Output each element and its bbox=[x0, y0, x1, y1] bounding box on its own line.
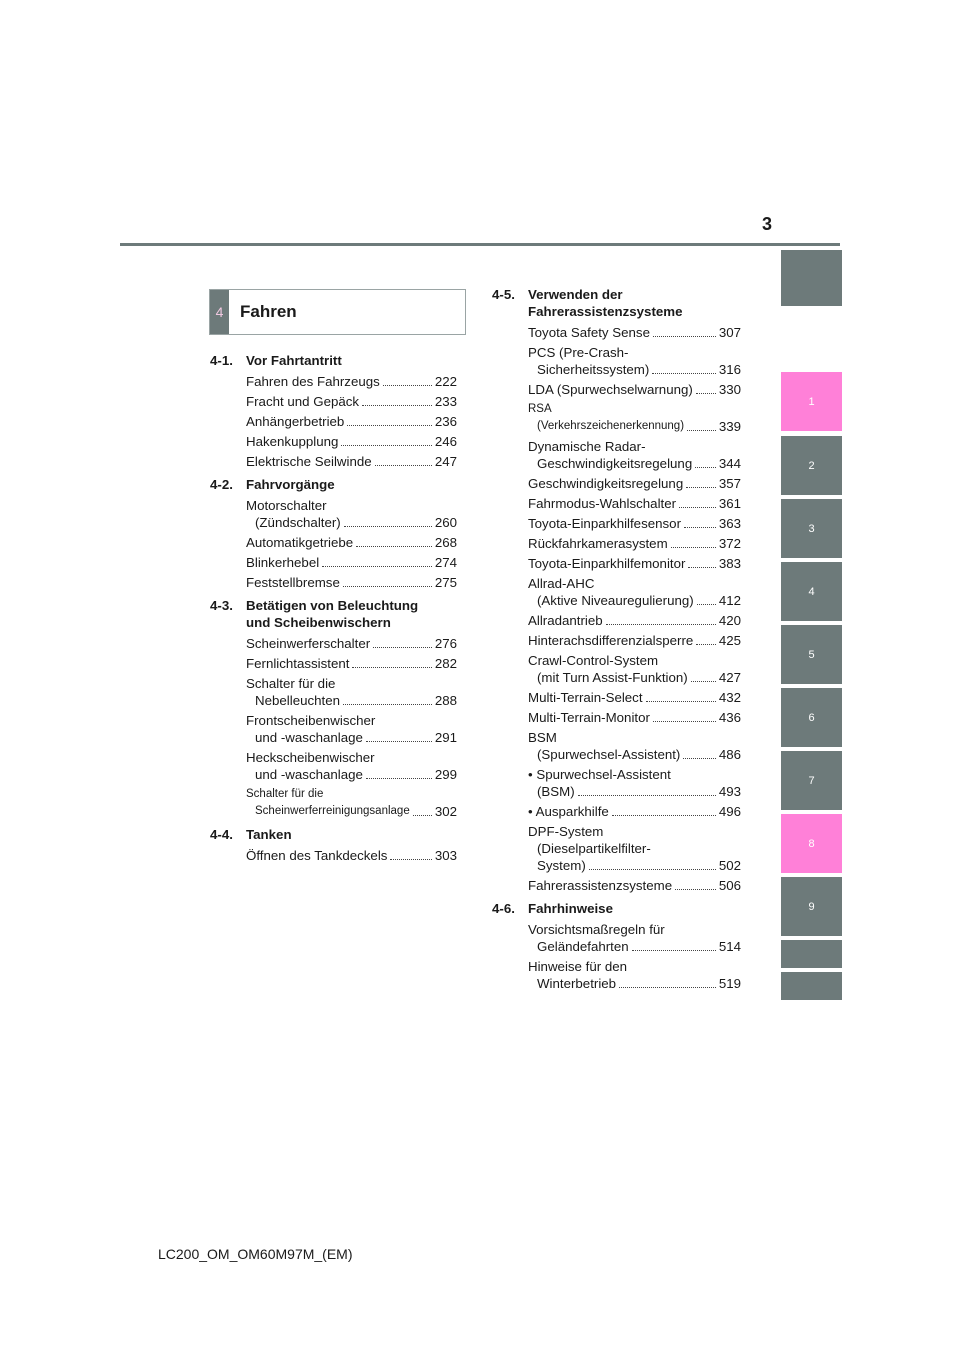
toc-section bbox=[210, 352, 457, 470]
entry-page-number: 506 bbox=[718, 878, 741, 893]
entry-page-number: 436 bbox=[718, 710, 741, 725]
entry-line bbox=[528, 535, 741, 552]
dot-leader bbox=[675, 889, 716, 890]
entry-line bbox=[528, 803, 741, 820]
entry-line bbox=[246, 655, 457, 672]
toc-entry[interactable] bbox=[246, 786, 457, 820]
dot-leader bbox=[619, 987, 716, 988]
entry-line bbox=[246, 373, 457, 390]
entry-page-number: 275 bbox=[434, 575, 457, 590]
dot-leader bbox=[341, 445, 431, 446]
dot-leader bbox=[671, 547, 716, 548]
entry-line bbox=[528, 592, 741, 609]
dot-leader bbox=[578, 795, 716, 796]
dot-leader bbox=[632, 950, 716, 951]
entry-title: • Ausparkhilfe bbox=[528, 804, 609, 819]
entry-page-number: 236 bbox=[434, 414, 457, 429]
entry-title-line: Motorschalter bbox=[246, 498, 327, 513]
section-entries bbox=[210, 373, 457, 470]
dot-leader bbox=[695, 467, 716, 468]
entry-title: (Verkehrszeichenerkennung) bbox=[537, 420, 685, 432]
entry-title: System) bbox=[537, 858, 586, 873]
entry-title-line: RSA bbox=[528, 403, 552, 415]
toc-entry[interactable] bbox=[528, 803, 741, 820]
entry-line bbox=[246, 729, 457, 746]
entry-page-number: 282 bbox=[434, 656, 457, 671]
chapter-tab[interactable] bbox=[781, 972, 842, 1000]
toc-section bbox=[210, 826, 457, 864]
dot-leader bbox=[696, 644, 716, 645]
entry-title-line: Crawl-Control-System bbox=[528, 653, 659, 668]
section-heading bbox=[492, 286, 741, 320]
dot-leader bbox=[684, 527, 716, 528]
entry-page-number: 330 bbox=[718, 382, 741, 397]
entry-page-number: 222 bbox=[434, 374, 457, 389]
toc-left-column bbox=[210, 352, 457, 867]
entry-title: Fahrmodus-Wahlschalter bbox=[528, 496, 677, 511]
toc-entry[interactable] bbox=[528, 401, 741, 435]
toc-entry[interactable] bbox=[528, 958, 741, 992]
toc-entry[interactable] bbox=[246, 373, 457, 390]
dot-leader bbox=[344, 526, 432, 527]
dot-leader bbox=[686, 487, 716, 488]
toc-entry[interactable] bbox=[246, 497, 457, 531]
entry-page-number: 274 bbox=[434, 555, 457, 570]
dot-leader bbox=[589, 869, 716, 870]
entry-title: Allradantrieb bbox=[528, 613, 603, 628]
chapter-tab[interactable] bbox=[781, 940, 842, 968]
entry-page-number: 344 bbox=[718, 456, 741, 471]
section-title: Fahrerassistenzsysteme bbox=[528, 304, 683, 319]
toc-entry[interactable] bbox=[528, 344, 741, 378]
entry-title: (Spurwechsel-Assistent) bbox=[537, 747, 681, 762]
entry-page-number: 502 bbox=[718, 858, 741, 873]
entry-page-number: 493 bbox=[718, 784, 741, 799]
entry-title: Fahren des Fahrzeugs bbox=[246, 374, 380, 389]
dot-leader bbox=[352, 667, 431, 668]
section-title: Fahrhinweise bbox=[528, 901, 613, 916]
entry-page-number: 302 bbox=[434, 804, 457, 819]
toc-section bbox=[492, 900, 741, 992]
entry-title-line: BSM bbox=[528, 730, 557, 745]
entry-line bbox=[528, 783, 741, 800]
toc-entry[interactable] bbox=[528, 535, 741, 552]
toc-entry[interactable] bbox=[528, 495, 741, 512]
entry-line bbox=[246, 413, 457, 430]
entry-title: Geländefahrten bbox=[537, 939, 629, 954]
dot-leader bbox=[356, 546, 432, 547]
entry-line bbox=[246, 847, 457, 864]
toc-entry[interactable] bbox=[246, 413, 457, 430]
entry-title: Fahrerassistenzsysteme bbox=[528, 878, 673, 893]
entry-title-line: Heckscheibenwischer bbox=[246, 750, 375, 765]
entry-title: Hinterachsdifferenzialsperre bbox=[528, 633, 694, 648]
entry-line bbox=[528, 455, 741, 472]
entry-title: und -waschanlage bbox=[255, 730, 363, 745]
dot-leader bbox=[653, 721, 716, 722]
entry-title: Geschwindigkeitsregelung bbox=[528, 476, 684, 491]
entry-line bbox=[246, 635, 457, 652]
toc-entry[interactable] bbox=[246, 534, 457, 551]
dot-leader bbox=[383, 385, 432, 386]
dot-leader bbox=[606, 624, 716, 625]
dot-leader bbox=[683, 758, 715, 759]
entry-line bbox=[246, 803, 457, 820]
entry-title: (Zündschalter) bbox=[255, 515, 341, 530]
toc-section bbox=[210, 476, 457, 591]
entry-page-number: 363 bbox=[718, 516, 741, 531]
toc-entry[interactable] bbox=[528, 575, 741, 609]
header-rule bbox=[120, 243, 840, 246]
section-title: Betätigen von Beleuchtung bbox=[246, 598, 419, 613]
dot-leader bbox=[612, 815, 716, 816]
page-number: 3 bbox=[761, 214, 772, 234]
section-heading bbox=[210, 476, 457, 493]
chapter-tab[interactable]: 8 bbox=[781, 814, 842, 873]
toc-entry[interactable] bbox=[246, 453, 457, 470]
entry-line bbox=[246, 514, 457, 531]
toc-entry[interactable] bbox=[528, 324, 741, 341]
section-number: 4-2. bbox=[210, 477, 233, 492]
entry-page-number: 361 bbox=[718, 496, 741, 511]
entry-page-number: 383 bbox=[718, 556, 741, 571]
entry-title: Scheinwerferschalter bbox=[246, 636, 371, 651]
toc-entry[interactable] bbox=[528, 921, 741, 955]
section-entries bbox=[210, 497, 457, 591]
section-heading bbox=[210, 826, 457, 843]
chapter-tab[interactable]: 4 bbox=[781, 562, 842, 621]
entry-page-number: 339 bbox=[718, 419, 741, 434]
toc-entry[interactable] bbox=[246, 655, 457, 672]
entry-title: Elektrische Seilwinde bbox=[246, 454, 372, 469]
entry-title: Geschwindigkeitsregelung bbox=[537, 456, 693, 471]
entry-line bbox=[246, 534, 457, 551]
footer-document-code: LC200_OM_OM60M97M_(EM) bbox=[158, 1246, 353, 1262]
entry-title: Feststellbremse bbox=[246, 575, 340, 590]
section-number: 4-4. bbox=[210, 827, 233, 842]
chapter-tab[interactable]: 1 bbox=[781, 372, 842, 431]
entry-title: Blinkerhebel bbox=[246, 555, 320, 570]
section-entries bbox=[210, 635, 457, 820]
entry-line bbox=[528, 515, 741, 532]
section-number: 4-1. bbox=[210, 353, 233, 368]
entry-line bbox=[528, 877, 741, 894]
entry-page-number: 303 bbox=[434, 848, 457, 863]
entry-line bbox=[528, 361, 741, 378]
dot-leader bbox=[390, 859, 431, 860]
entry-title: Nebelleuchten bbox=[255, 693, 341, 708]
entry-line bbox=[528, 689, 741, 706]
dot-leader bbox=[413, 815, 432, 816]
entry-title-line: (Dieselpartikelfilter- bbox=[537, 841, 651, 856]
toc-entry[interactable] bbox=[246, 433, 457, 450]
entry-title: Scheinwerferreinigungsanlage bbox=[255, 805, 410, 817]
chapter-tab[interactable]: 9 bbox=[781, 877, 842, 936]
toc-entry[interactable] bbox=[246, 847, 457, 864]
entry-page-number: 357 bbox=[718, 476, 741, 491]
section-title: Tanken bbox=[246, 827, 292, 842]
entry-title: Sicherheitssystem) bbox=[537, 362, 650, 377]
entry-title: Fracht und Gepäck bbox=[246, 394, 360, 409]
toc-entry[interactable] bbox=[528, 438, 741, 472]
toc-entry[interactable] bbox=[246, 635, 457, 652]
entry-line bbox=[246, 766, 457, 783]
toc-entry[interactable] bbox=[246, 749, 457, 783]
entry-line bbox=[528, 324, 741, 341]
section-entries bbox=[492, 921, 741, 992]
entry-line bbox=[528, 632, 741, 649]
entry-page-number: 514 bbox=[718, 939, 741, 954]
entry-page-number: 268 bbox=[434, 535, 457, 550]
entry-page-number: 486 bbox=[718, 747, 741, 762]
entry-line bbox=[528, 975, 741, 992]
entry-page-number: 412 bbox=[718, 593, 741, 608]
chapter-heading bbox=[209, 289, 466, 335]
entry-line bbox=[528, 475, 741, 492]
entry-title: Multi-Terrain-Select bbox=[528, 690, 643, 705]
entry-title-line: Schalter für die bbox=[246, 788, 324, 800]
section-number: 4-3. bbox=[210, 598, 233, 613]
section-heading bbox=[210, 597, 457, 631]
section-number: 4-5. bbox=[492, 287, 515, 302]
entry-line bbox=[246, 574, 457, 591]
entry-page-number: 288 bbox=[434, 693, 457, 708]
entry-page-number: 291 bbox=[434, 730, 457, 745]
toc-entry[interactable] bbox=[528, 475, 741, 492]
entry-title: Toyota-Einparkhilfemonitor bbox=[528, 556, 686, 571]
toc-right-column bbox=[492, 286, 741, 995]
toc-entry[interactable] bbox=[528, 632, 741, 649]
entry-line bbox=[246, 453, 457, 470]
entry-page-number: 432 bbox=[718, 690, 741, 705]
entry-page-number: 427 bbox=[718, 670, 741, 685]
entry-title-line: • Spurwechsel-Assistent bbox=[528, 767, 671, 782]
section-title: und Scheibenwischern bbox=[246, 615, 391, 630]
entry-page-number: 519 bbox=[718, 976, 741, 991]
entry-title-line: Hinweise für den bbox=[528, 959, 628, 974]
entry-title: Öffnen des Tankdeckels bbox=[246, 848, 388, 863]
chapter-tab[interactable]: 6 bbox=[781, 688, 842, 747]
dot-leader bbox=[373, 647, 432, 648]
dot-leader bbox=[362, 405, 432, 406]
toc-entry[interactable] bbox=[528, 877, 741, 894]
entry-title-line: Frontscheibenwischer bbox=[246, 713, 376, 728]
entry-page-number: 372 bbox=[718, 536, 741, 551]
toc-entry[interactable] bbox=[246, 712, 457, 746]
entry-page-number: 496 bbox=[718, 804, 741, 819]
toc-entry[interactable] bbox=[246, 393, 457, 410]
chapter-tab[interactable]: 2 bbox=[781, 436, 842, 495]
entry-title: und -waschanlage bbox=[255, 767, 363, 782]
entry-title: Toyota-Einparkhilfesensor bbox=[528, 516, 681, 531]
chapter-title: Fahren bbox=[240, 302, 297, 321]
dot-leader bbox=[366, 741, 432, 742]
entry-line bbox=[528, 381, 741, 398]
entry-title: Toyota Safety Sense bbox=[528, 325, 650, 340]
entry-line bbox=[528, 612, 741, 629]
entry-title: Multi-Terrain-Monitor bbox=[528, 710, 650, 725]
toc-entry[interactable] bbox=[528, 555, 741, 572]
section-entries bbox=[492, 324, 741, 894]
toc-entry[interactable] bbox=[246, 554, 457, 571]
entry-title-line: PCS (Pre-Crash- bbox=[528, 345, 629, 360]
dot-leader bbox=[366, 778, 432, 779]
entry-title-line: Vorsichtsmaßregeln für bbox=[528, 922, 665, 937]
entry-title: Fernlichtassistent bbox=[246, 656, 350, 671]
entry-page-number: 260 bbox=[434, 515, 457, 530]
section-title: Vor Fahrtantritt bbox=[246, 353, 342, 368]
entry-page-number: 299 bbox=[434, 767, 457, 782]
toc-entry[interactable] bbox=[246, 675, 457, 709]
dot-leader bbox=[343, 586, 432, 587]
entry-line bbox=[528, 495, 741, 512]
entry-title: Anhängerbetrieb bbox=[246, 414, 345, 429]
section-heading bbox=[210, 352, 457, 369]
toc-entry[interactable] bbox=[528, 823, 741, 874]
entry-title: Automatikgetriebe bbox=[246, 535, 354, 550]
toc-section bbox=[210, 597, 457, 820]
dot-leader bbox=[688, 567, 715, 568]
entry-line bbox=[528, 709, 741, 726]
dot-leader bbox=[691, 681, 716, 682]
entry-line bbox=[246, 692, 457, 709]
dot-leader bbox=[687, 430, 716, 431]
toc-entry[interactable] bbox=[246, 574, 457, 591]
entry-title: Rückfahrkamerasystem bbox=[528, 536, 668, 551]
toc-entry[interactable] bbox=[528, 381, 741, 398]
toc-entry[interactable] bbox=[528, 766, 741, 800]
entry-title-line: Allrad-AHC bbox=[528, 576, 595, 591]
entry-line bbox=[528, 555, 741, 572]
dot-leader bbox=[653, 336, 716, 337]
entry-page-number: 425 bbox=[718, 633, 741, 648]
entry-line bbox=[246, 393, 457, 410]
entry-page-number: 420 bbox=[718, 613, 741, 628]
entry-title: Winterbetrieb bbox=[537, 976, 617, 991]
entry-line bbox=[528, 746, 741, 763]
entry-page-number: 276 bbox=[434, 636, 457, 651]
chapter-tab[interactable]: 7 bbox=[781, 751, 842, 810]
entry-page-number: 307 bbox=[718, 325, 741, 340]
entry-title: (BSM) bbox=[537, 784, 575, 799]
section-title: Fahrvorgänge bbox=[246, 477, 335, 492]
section-title: Verwenden der bbox=[528, 287, 623, 302]
entry-line bbox=[246, 433, 457, 450]
toc-entry[interactable] bbox=[528, 709, 741, 726]
entry-title-line: Dynamische Radar- bbox=[528, 439, 646, 454]
entry-page-number: 316 bbox=[718, 362, 741, 377]
entry-title: (Aktive Niveauregulierung) bbox=[537, 593, 694, 608]
dot-leader bbox=[652, 373, 715, 374]
section-number: 4-6. bbox=[492, 901, 515, 916]
dot-leader bbox=[646, 701, 716, 702]
chapter-number: 4 bbox=[210, 290, 229, 334]
chapter-tab[interactable]: 5 bbox=[781, 625, 842, 684]
entry-page-number: 233 bbox=[434, 394, 457, 409]
toc-entry[interactable] bbox=[528, 612, 741, 629]
entry-line bbox=[528, 857, 741, 874]
toc-section bbox=[492, 286, 741, 894]
dot-leader bbox=[322, 566, 432, 567]
dot-leader bbox=[347, 425, 431, 426]
chapter-tab[interactable]: 3 bbox=[781, 499, 842, 558]
dot-leader bbox=[375, 465, 432, 466]
dot-leader bbox=[679, 507, 716, 508]
entry-title: Hakenkupplung bbox=[246, 434, 339, 449]
toc-entry[interactable] bbox=[528, 729, 741, 763]
toc-entry[interactable] bbox=[528, 515, 741, 532]
entry-title-line: DPF-System bbox=[528, 824, 604, 839]
entry-line bbox=[246, 554, 457, 571]
entry-page-number: 246 bbox=[434, 434, 457, 449]
entry-page-number: 247 bbox=[434, 454, 457, 469]
chapter-tab[interactable] bbox=[781, 250, 842, 306]
dot-leader bbox=[343, 704, 432, 705]
entry-line bbox=[528, 938, 741, 955]
entry-title-line: Schalter für die bbox=[246, 676, 336, 691]
dot-leader bbox=[696, 393, 716, 394]
section-heading bbox=[492, 900, 741, 917]
toc-entry[interactable] bbox=[528, 689, 741, 706]
entry-line bbox=[528, 418, 741, 435]
entry-title: (mit Turn Assist-Funktion) bbox=[537, 670, 688, 685]
section-entries bbox=[210, 847, 457, 864]
entry-line bbox=[528, 669, 741, 686]
entry-title: LDA (Spurwechselwarnung) bbox=[528, 382, 693, 397]
toc-entry[interactable] bbox=[528, 652, 741, 686]
dot-leader bbox=[697, 604, 716, 605]
